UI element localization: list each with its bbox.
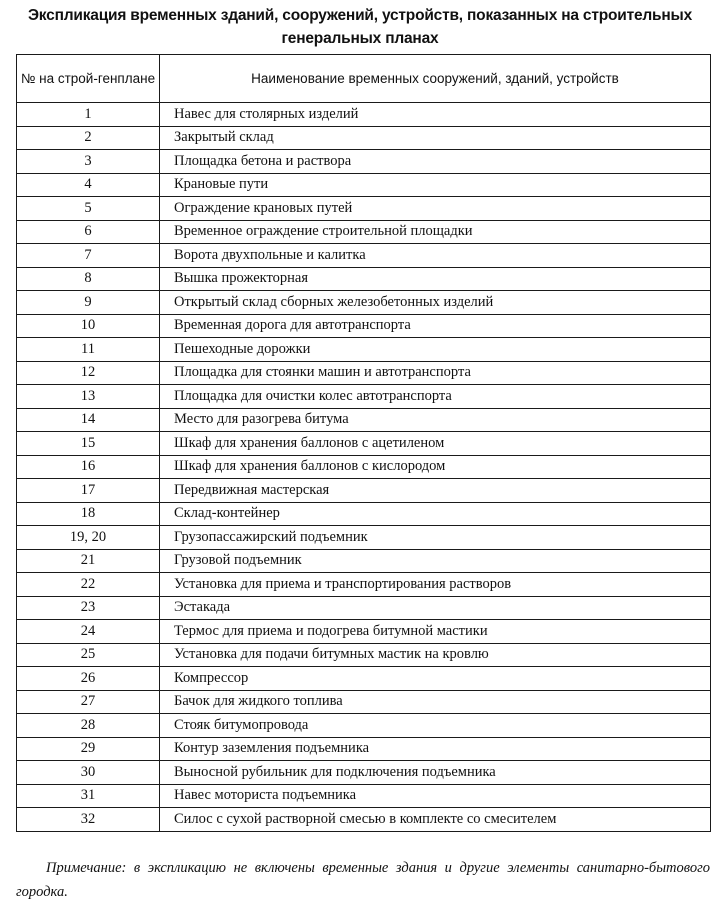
- table-row: [17, 103, 711, 127]
- row-name: Компрессор: [160, 667, 711, 691]
- row-number: 28: [17, 714, 160, 738]
- table-row: [17, 761, 711, 785]
- row-name: Навес для столярных изделий: [160, 103, 711, 127]
- table-row: [17, 667, 711, 691]
- row-number: 14: [17, 408, 160, 432]
- row-number: 10: [17, 314, 160, 338]
- table-row: [17, 197, 711, 221]
- row-number: 25: [17, 643, 160, 667]
- table-row: [17, 502, 711, 526]
- row-number: 23: [17, 596, 160, 620]
- footnote: Примечание: в экспликацию не включены временные здания и другие элементы санитарно-бытового городка.: [16, 860, 710, 900]
- row-name: Крановые пути: [160, 173, 711, 197]
- row-number: 29: [17, 737, 160, 761]
- row-name: Закрытый склад: [160, 126, 711, 150]
- row-number: 17: [17, 479, 160, 503]
- table-row: [17, 432, 711, 456]
- row-number: 30: [17, 761, 160, 785]
- table-row: [17, 455, 711, 479]
- row-name: Грузовой подъемник: [160, 549, 711, 573]
- table-row: [17, 173, 711, 197]
- row-name: Вышка прожекторная: [160, 267, 711, 291]
- row-number: 3: [17, 150, 160, 174]
- row-name: Силос с сухой растворной смесью в комплекте со смесителем: [160, 808, 711, 832]
- row-number: 31: [17, 784, 160, 808]
- row-number: 19, 20: [17, 526, 160, 550]
- table-row: [17, 314, 711, 338]
- row-name: Стояк битумопровода: [160, 714, 711, 738]
- header-number: № на строй-генплане: [17, 55, 160, 103]
- row-name: Контур заземления подъемника: [160, 737, 711, 761]
- row-name: Ворота двухпольные и калитка: [160, 244, 711, 268]
- table-row: [17, 549, 711, 573]
- row-number: 27: [17, 690, 160, 714]
- row-number: 21: [17, 549, 160, 573]
- table-row: [17, 385, 711, 409]
- table-row: [17, 479, 711, 503]
- table-header-row: [17, 55, 711, 103]
- table-row: [17, 361, 711, 385]
- row-number: 18: [17, 502, 160, 526]
- table-row: [17, 338, 711, 362]
- row-name: Термос для приема и подогрева битумной мастики: [160, 620, 711, 644]
- row-name: Склад-контейнер: [160, 502, 711, 526]
- table-row: [17, 408, 711, 432]
- table-row: [17, 643, 711, 667]
- table-row: [17, 690, 711, 714]
- row-name: Временная дорога для автотранспорта: [160, 314, 711, 338]
- row-number: 11: [17, 338, 160, 362]
- row-name: Эстакада: [160, 596, 711, 620]
- row-name: Площадка для очистки колес автотранспорта: [160, 385, 711, 409]
- row-name: Передвижная мастерская: [160, 479, 711, 503]
- row-name: Выносной рубильник для подключения подъемника: [160, 761, 711, 785]
- row-name: Пешеходные дорожки: [160, 338, 711, 362]
- row-name: Установка для приема и транспортирования растворов: [160, 573, 711, 597]
- explication-table: [16, 54, 711, 832]
- table-body: [17, 103, 711, 832]
- row-number: 26: [17, 667, 160, 691]
- row-name: Место для разогрева битума: [160, 408, 711, 432]
- table-row: [17, 220, 711, 244]
- table-row: [17, 714, 711, 738]
- table-row: [17, 526, 711, 550]
- row-name: Площадка бетона и раствора: [160, 150, 711, 174]
- table-row: [17, 244, 711, 268]
- table-row: [17, 126, 711, 150]
- table-row: [17, 150, 711, 174]
- row-number: 32: [17, 808, 160, 832]
- row-name: Установка для подачи битумных мастик на кровлю: [160, 643, 711, 667]
- page-title: Экспликация временных зданий, сооружений, устройств, показанных на строительных генеральных планах: [27, 7, 692, 47]
- table-row: [17, 620, 711, 644]
- row-number: 9: [17, 291, 160, 315]
- row-number: 22: [17, 573, 160, 597]
- row-name: Шкаф для хранения баллонов с ацетиленом: [160, 432, 711, 456]
- row-name: Открытый склад сборных железобетонных изделий: [160, 291, 711, 315]
- row-number: 13: [17, 385, 160, 409]
- row-number: 12: [17, 361, 160, 385]
- row-name: Навес моториста подъемника: [160, 784, 711, 808]
- row-name: Ограждение крановых путей: [160, 197, 711, 221]
- table-row: [17, 596, 711, 620]
- row-number: 15: [17, 432, 160, 456]
- table-row: [17, 784, 711, 808]
- row-number: 24: [17, 620, 160, 644]
- row-number: 6: [17, 220, 160, 244]
- row-name: Временное ограждение строительной площадки: [160, 220, 711, 244]
- row-number: 7: [17, 244, 160, 268]
- table-row: [17, 291, 711, 315]
- row-number: 8: [17, 267, 160, 291]
- row-number: 5: [17, 197, 160, 221]
- table-row: [17, 808, 711, 832]
- row-number: 4: [17, 173, 160, 197]
- row-name: Бачок для жидкого топлива: [160, 690, 711, 714]
- row-number: 2: [17, 126, 160, 150]
- row-name: Грузопассажирский подъемник: [160, 526, 711, 550]
- row-name: Шкаф для хранения баллонов с кислородом: [160, 455, 711, 479]
- table-row: [17, 267, 711, 291]
- row-number: 1: [17, 103, 160, 127]
- row-name: Площадка для стоянки машин и автотранспорта: [160, 361, 711, 385]
- header-name: Наименование временных сооружений, зданий, устройств: [160, 55, 711, 103]
- table-row: [17, 737, 711, 761]
- table-row: [17, 573, 711, 597]
- row-number: 16: [17, 455, 160, 479]
